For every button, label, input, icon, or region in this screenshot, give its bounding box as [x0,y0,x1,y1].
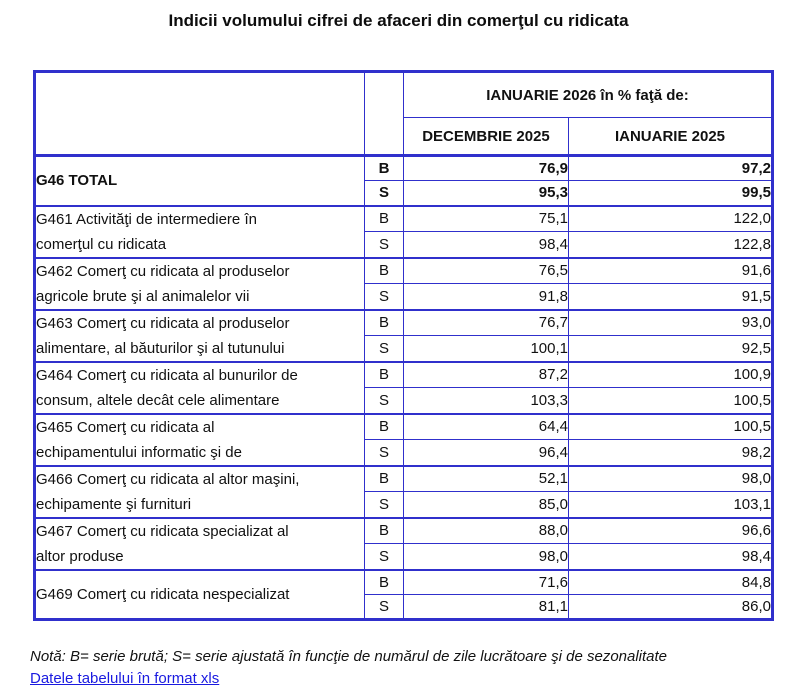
row-label-line: agricole brute şi al animalelor vii [36,287,250,305]
series-b-cell: B [365,570,404,595]
value-cell-decembrie: 95,3 [404,181,569,206]
series-s-cell: S [365,440,404,466]
row-label [35,570,365,620]
value-cell-decembrie: 88,0 [404,518,569,544]
row-label-line: G465 Comerţ cu ridicata al [36,418,215,436]
value-cell-decembrie: 85,0 [404,492,569,518]
series-s-cell: S [365,284,404,310]
row-label-line: altor produse [36,547,124,565]
value-cell-decembrie: 98,0 [404,544,569,570]
row-label-line: G461 Activităţi de intermediere în [36,210,257,228]
row-label [35,310,365,362]
value-cell-ianuarie: 96,6 [569,518,773,544]
series-b-cell: B [365,466,404,492]
table-row [35,156,773,181]
value-cell-ianuarie: 100,5 [569,388,773,414]
row-label-line: alimentare, al băuturilor şi al tutunului [36,339,285,357]
value-cell-decembrie: 64,4 [404,414,569,440]
series-s-cell: S [365,181,404,206]
series-b-cell: B [365,206,404,232]
value-cell-ianuarie: 97,2 [569,156,773,181]
value-cell-decembrie: 71,6 [404,570,569,595]
row-label-line: echipamentului informatic şi de [36,443,242,461]
row-label-line: comerţul cu ridicata [36,235,167,253]
header-row-span [35,72,773,118]
value-cell-ianuarie: 98,0 [569,466,773,492]
value-cell-ianuarie: 100,9 [569,362,773,388]
header-span-label: IANUARIE 2026 în % faţă de: [404,72,773,118]
row-label-line: G46 TOTAL [36,172,118,190]
value-cell-decembrie: 81,1 [404,595,569,620]
value-cell-decembrie: 96,4 [404,440,569,466]
value-cell-ianuarie: 86,0 [569,595,773,620]
value-cell-decembrie: 76,5 [404,258,569,284]
row-label-line: G463 Comerţ cu ridicata al produselor [36,314,290,332]
table-row [35,310,773,336]
value-cell-decembrie: 76,7 [404,310,569,336]
row-label-line: G466 Comerţ cu ridicata al altor maşini, [36,470,300,488]
value-cell-ianuarie: 122,0 [569,206,773,232]
row-label-line: echipamente şi furnituri [36,495,192,513]
row-label [35,206,365,258]
series-b-cell: B [365,362,404,388]
page-title: Indicii volumului cifrei de afaceri din comerţul cu ridicata [168,11,629,30]
table-row [35,518,773,544]
row-label [35,362,365,414]
value-cell-ianuarie: 122,8 [569,232,773,258]
row-label [35,518,365,570]
row-label [35,414,365,466]
value-cell-ianuarie: 100,5 [569,414,773,440]
series-b-cell: B [365,258,404,284]
value-cell-decembrie: 91,8 [404,284,569,310]
value-cell-ianuarie: 92,5 [569,336,773,362]
value-cell-decembrie: 100,1 [404,336,569,362]
table-row [35,258,773,284]
series-s-cell: S [365,388,404,414]
xls-download-link[interactable]: Datele tabelului în format xls [30,670,220,687]
series-b-cell: B [365,156,404,181]
row-label-line: G462 Comerţ cu ridicata al produselor [36,262,290,280]
row-label [35,156,365,206]
table-row [35,414,773,440]
value-cell-decembrie: 75,1 [404,206,569,232]
header-col-decembrie-2025: DECEMBRIE 2025 [404,118,569,156]
series-s-cell: S [365,544,404,570]
series-s-cell: S [365,492,404,518]
header-empty-label-cell [35,72,365,156]
row-label [35,258,365,310]
series-b-cell: B [365,414,404,440]
value-cell-ianuarie: 103,1 [569,492,773,518]
value-cell-ianuarie: 98,4 [569,544,773,570]
value-cell-ianuarie: 91,6 [569,258,773,284]
series-s-cell: S [365,232,404,258]
series-s-cell: S [365,595,404,620]
series-b-cell: B [365,310,404,336]
header-col-ianuarie-2025: IANUARIE 2025 [569,118,773,156]
row-label-line: G464 Comerţ cu ridicata al bunurilor de [36,366,298,384]
value-cell-ianuarie: 98,2 [569,440,773,466]
table-row [35,466,773,492]
value-cell-ianuarie: 93,0 [569,310,773,336]
value-cell-decembrie: 87,2 [404,362,569,388]
series-s-cell: S [365,336,404,362]
value-cell-ianuarie: 91,5 [569,284,773,310]
value-cell-ianuarie: 84,8 [569,570,773,595]
table-body [35,156,773,620]
table-row [35,362,773,388]
value-cell-decembrie: 52,1 [404,466,569,492]
series-b-cell: B [365,518,404,544]
turnover-indices-table [33,70,774,621]
row-label-line: G467 Comerţ cu ridicata specializat al [36,522,289,540]
table-row [35,570,773,595]
row-label-line: G469 Comerţ cu ridicata nespecializat [36,585,290,603]
value-cell-decembrie: 98,4 [404,232,569,258]
header-empty-series-cell [365,72,404,156]
row-label-line: consum, altele decât cele alimentare [36,391,280,409]
value-cell-decembrie: 103,3 [404,388,569,414]
table-row [35,206,773,232]
footnote: Notă: B= serie brută; S= serie ajustată în funcţie de numărul de zile lucrătoare şi de sezonalitate [30,648,668,665]
row-label [35,466,365,518]
value-cell-ianuarie: 99,5 [569,181,773,206]
value-cell-decembrie: 76,9 [404,156,569,181]
